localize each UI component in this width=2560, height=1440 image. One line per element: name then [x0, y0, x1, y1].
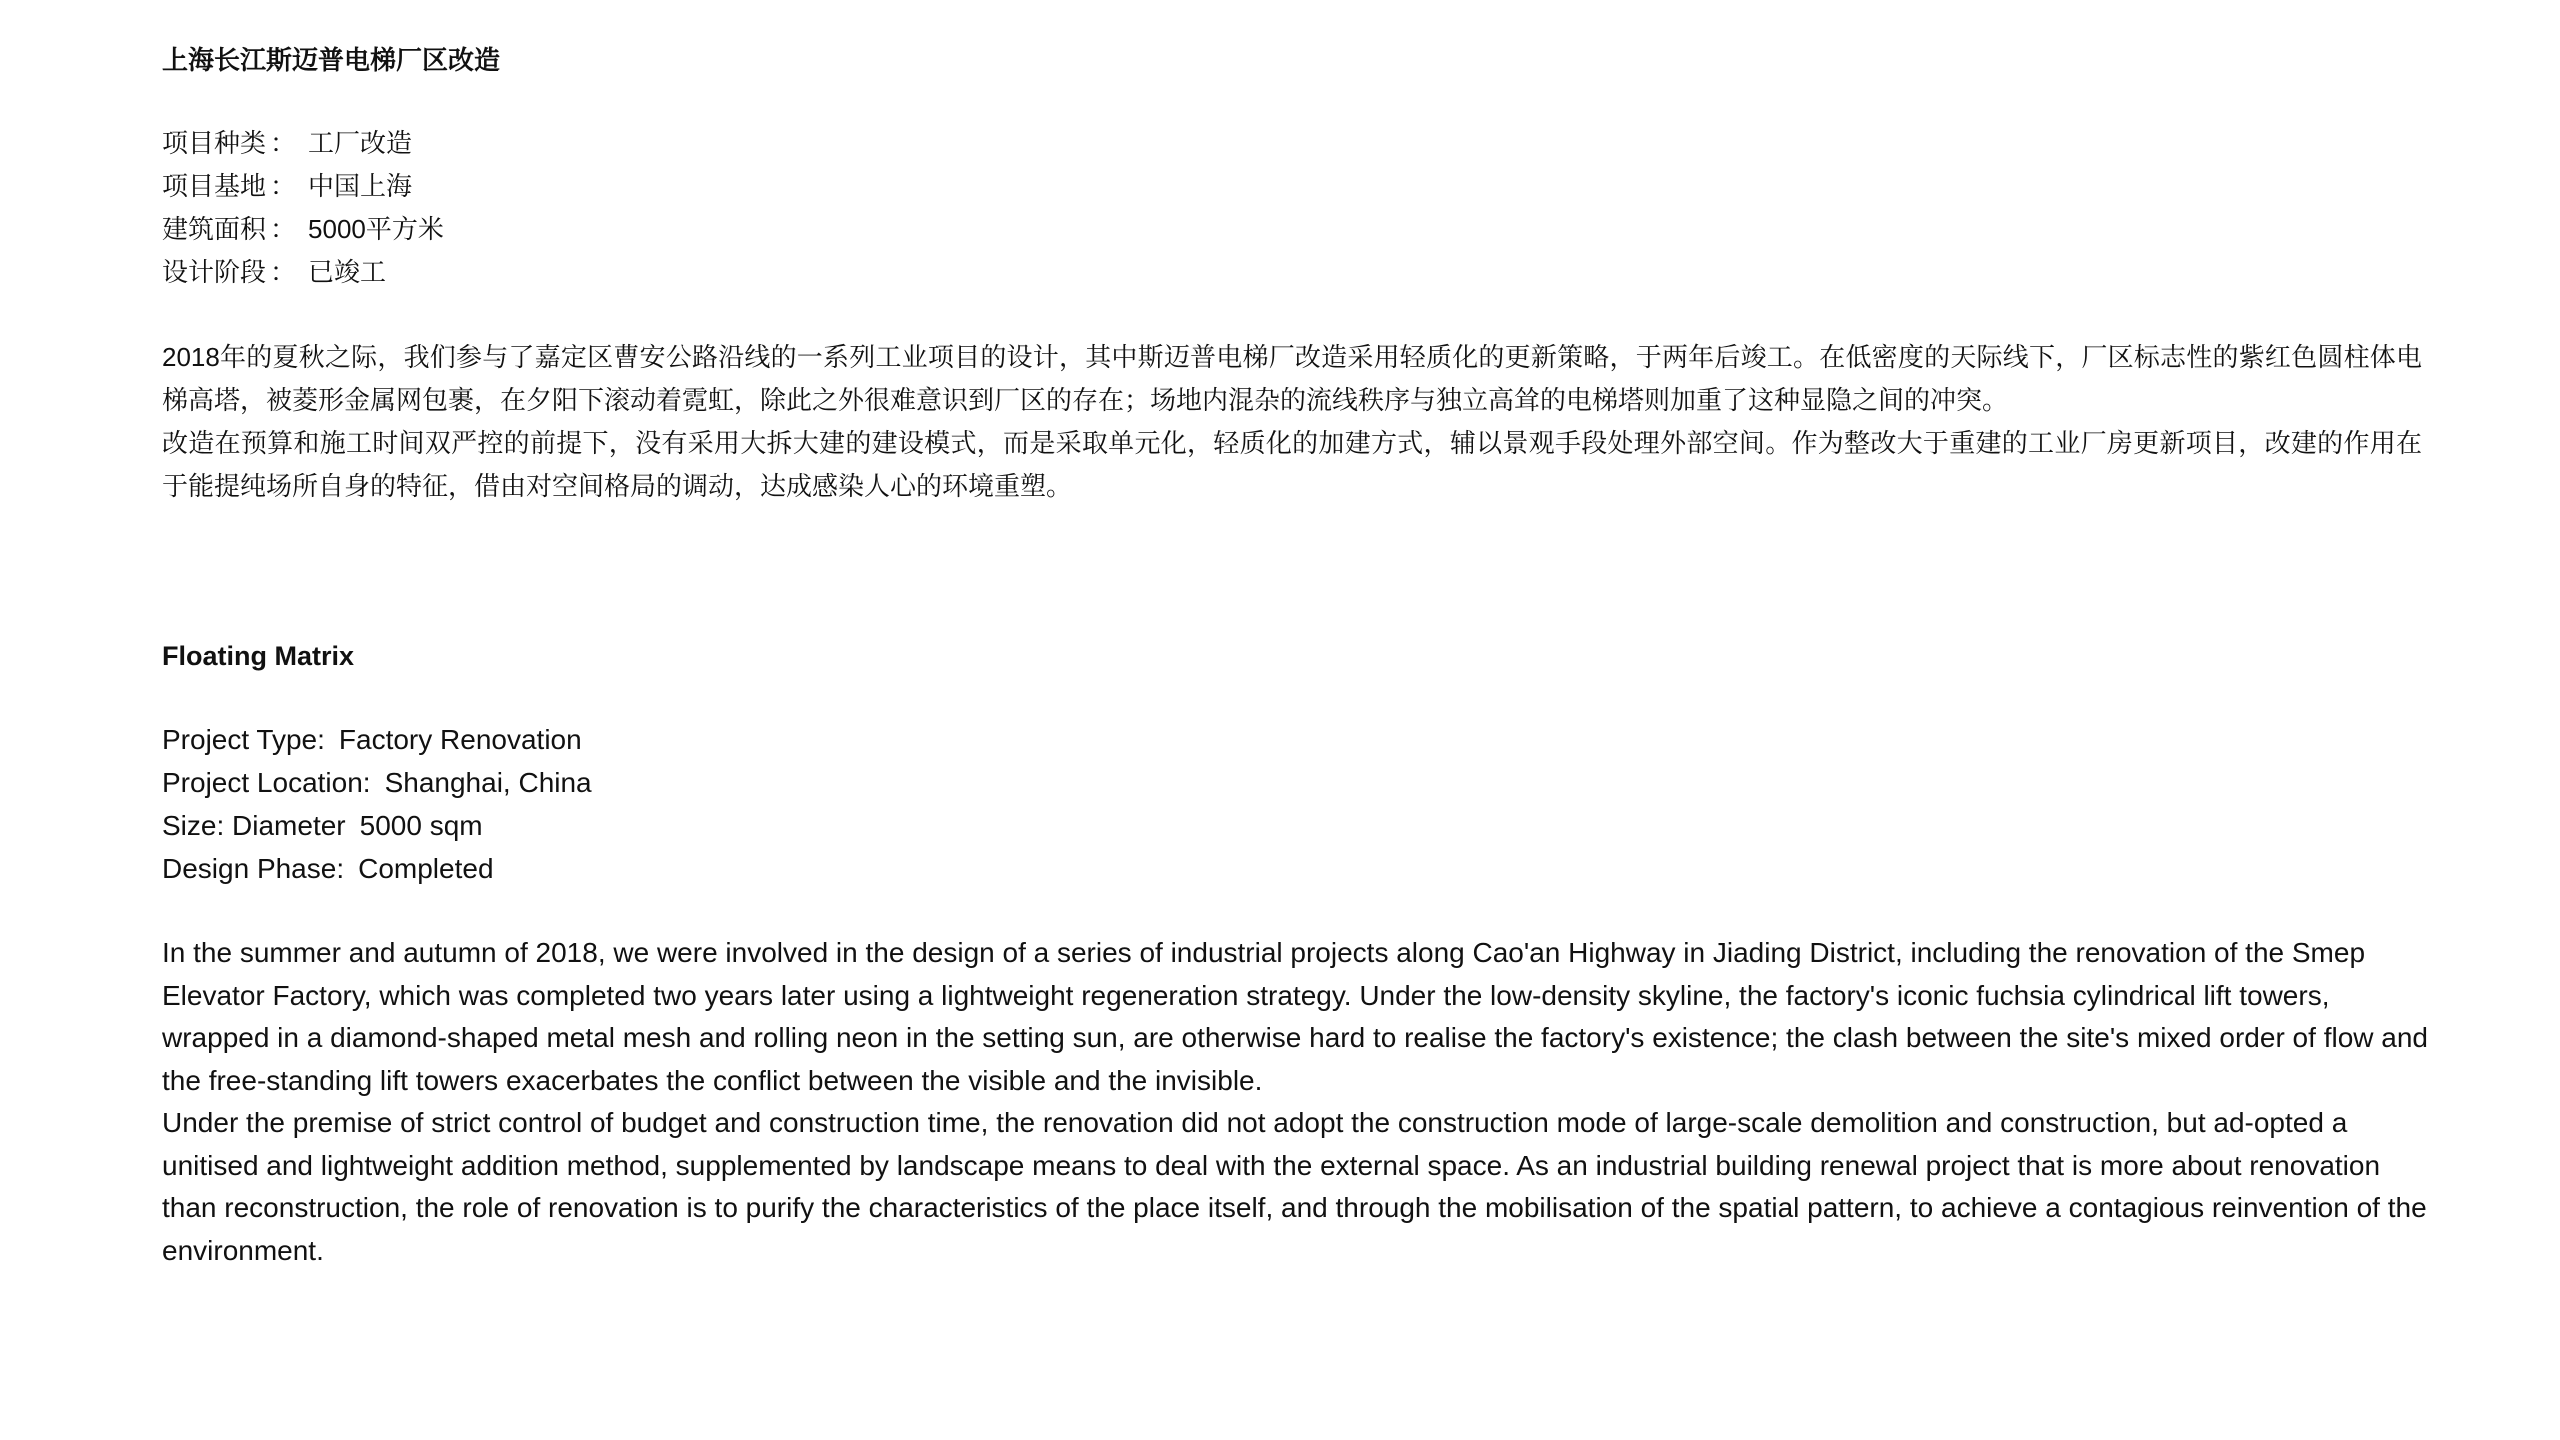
- info-label: 项目种类: [162, 128, 267, 158]
- info-separator: ：: [270, 171, 297, 201]
- english-section: [162, 636, 2432, 1272]
- info-value: Factory Renovation: [338, 724, 582, 755]
- english-project-title: Floating Matrix: [162, 641, 355, 671]
- info-value: 5000 sqm: [359, 810, 483, 841]
- info-label: Design Phase:: [162, 853, 345, 884]
- info-row-design-phase: [162, 847, 2432, 890]
- info-label: 项目基地: [162, 171, 267, 201]
- chinese-paragraph: 改造在预算和施工时间双严控的前提下，没有采用大拆大建的建设模式，而是采取单元化，轻质化的加建方式，辅以景观手段处理外部空间。作为整改大于重建的工业厂房更新项目，改建的作用在于能提纯场所自身的特征，借由对空间格局的调动，达成感染人心的环境重塑。: [162, 428, 2422, 501]
- info-label: 建筑面积: [162, 214, 267, 244]
- info-label: Project Type:: [162, 724, 325, 755]
- info-value: 5000平方米: [308, 214, 444, 244]
- chinese-project-title: 上海长江斯迈普电梯厂区改造: [162, 45, 501, 75]
- chinese-project-info: [162, 122, 2422, 294]
- info-row-project-location: [162, 761, 2432, 804]
- info-value: Shanghai, China: [384, 767, 592, 798]
- info-label: 设计阶段: [162, 257, 267, 287]
- chinese-section: [162, 40, 2422, 508]
- info-row-size: [162, 804, 2432, 847]
- info-value: 已竣工: [308, 257, 387, 287]
- english-project-info: [162, 718, 2432, 890]
- info-row-building-area: [162, 208, 2422, 251]
- english-paragraph: In the summer and autumn of 2018, we were involved in the design of a series of industrial projects along Cao'an Highway in Jiading District, including the renovation of the Smep Elevator Factory, which was completed two years later using a lightweight regeneration strategy. Under the low-density skyline, the factory's iconic fuchsia cylindrical lift towers, wrapped in a diamond-shaped metal mesh and rolling neon in the setting sun, are otherwise hard to realise the factory's existence; the clash between the site's mixed order of flow and the free-standing lift towers exacerbates the conflict between the visible and the invisible.: [162, 937, 2428, 1096]
- chinese-description: [162, 336, 2422, 508]
- info-value: 工厂改造: [308, 128, 413, 158]
- info-label: Size: Diameter: [162, 810, 346, 841]
- chinese-paragraph: 2018年的夏秋之际，我们参与了嘉定区曹安公路沿线的一系列工业项目的设计，其中斯迈普电梯厂改造采用轻质化的更新策略，于两年后竣工。在低密度的天际线下，厂区标志性的紫红色圆柱体电梯高塔，被菱形金属网包裹，在夕阳下滚动着霓虹，除此之外很难意识到厂区的存在；场地内混杂的流线秩序与独立高耸的电梯塔则加重了这种显隐之间的冲突。: [162, 342, 2422, 415]
- info-label: Project Location:: [162, 767, 371, 798]
- info-row-project-type: [162, 122, 2422, 165]
- info-row-design-phase: [162, 251, 2422, 294]
- info-row-project-location: [162, 165, 2422, 208]
- info-value: Completed: [358, 853, 494, 884]
- info-separator: ：: [270, 128, 297, 158]
- info-value: 中国上海: [308, 171, 413, 201]
- english-paragraph: Under the premise of strict control of budget and construction time, the renovation did not adopt the construction mode of large-scale demolition and construction, but ad-opted a unitised and lightweight addition method, supplemented by landscape means to deal with the external space. As an industrial building renewal project that is more about renovation than reconstruction, the role of renovation is to purify the characteristics of the place itself, and through the mobilisation of the spatial pattern, to achieve a contagious reinvention of the environment.: [162, 1107, 2427, 1266]
- english-description: [162, 932, 2432, 1272]
- info-separator: ：: [270, 214, 297, 244]
- info-separator: ：: [270, 257, 297, 287]
- info-row-project-type: [162, 718, 2432, 761]
